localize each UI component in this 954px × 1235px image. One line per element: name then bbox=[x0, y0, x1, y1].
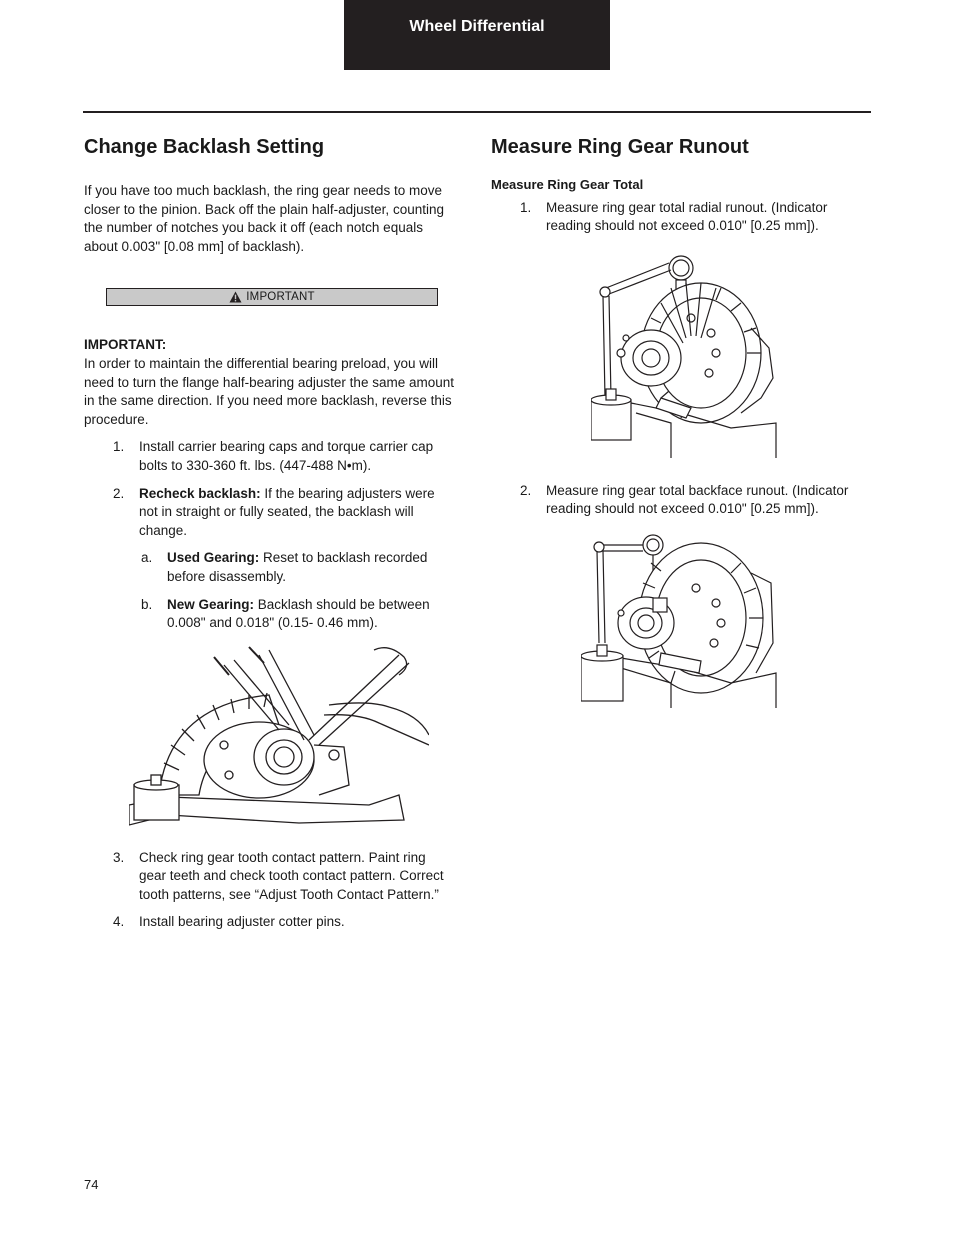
important-label: IMPORTANT: bbox=[84, 337, 167, 353]
step-body: If the bearing adjusters were not in straight or fully seated, the backlash will change. bbox=[139, 485, 435, 538]
left-column bbox=[84, 134, 454, 932]
list-item bbox=[520, 199, 871, 236]
list-item bbox=[520, 482, 871, 519]
substep-letter: a. bbox=[141, 550, 153, 566]
list-item bbox=[113, 485, 454, 541]
list-item bbox=[113, 913, 454, 932]
substep-bold-label: New Gearing: bbox=[167, 596, 255, 612]
important-text: In order to maintain the differential bearing preload, you will need to turn the flange half-bearing adjuster the same amount in the same direction. If you need more backlash, reverse this procedure. bbox=[84, 355, 454, 427]
list-item bbox=[141, 596, 454, 633]
intro-paragraph: If you have too much backlash, the ring gear needs to move closer to the pinion. Back off the plain half-adjuster, counting the number of notches you back it off (each notch equals about 0.003" [0.08 mm] of backlash). bbox=[84, 183, 444, 254]
page-number: 74 bbox=[84, 1177, 99, 1192]
step-bold-label: Recheck backlash: bbox=[139, 485, 261, 501]
right-column bbox=[491, 134, 871, 708]
step-text: Install bearing adjuster cotter pins. bbox=[139, 914, 345, 930]
left-section-title: Change Backlash Setting bbox=[84, 136, 325, 158]
warning-icon bbox=[229, 291, 242, 303]
section-tab-title: Wheel Differential bbox=[409, 18, 545, 35]
list-item bbox=[113, 438, 454, 475]
substep-body: Backlash should be between 0.008" and 0.018" (0.15- 0.46 mm). bbox=[167, 596, 430, 631]
step-number: 3. bbox=[113, 849, 125, 865]
step-text: Measure ring gear total radial runout. (Indicator reading should not exceed 0.010" [0.25 mm]). bbox=[546, 199, 828, 234]
substep-text bbox=[167, 549, 454, 586]
list-item bbox=[113, 849, 454, 905]
step-text: Check ring gear tooth contact pattern. Paint ring gear teeth and check tooth contact pattern. Correct tooth patterns, see “Adjust Tooth Contact Pattern.” bbox=[139, 849, 444, 902]
step-text: Measure ring gear total backface runout. (Indicator reading should not exceed 0.010" [0.25 mm]). bbox=[546, 482, 849, 517]
substep-bold-label: Used Gearing: bbox=[167, 550, 260, 566]
radial-runout-illustration bbox=[591, 248, 781, 458]
backlash-adjustment-illustration bbox=[129, 645, 429, 835]
backface-runout-illustration bbox=[581, 533, 781, 708]
step-text bbox=[139, 485, 454, 541]
right-section-title: Measure Ring Gear Runout bbox=[491, 136, 749, 158]
important-banner bbox=[106, 288, 438, 306]
step-number: 1. bbox=[113, 439, 125, 455]
subsection-title: Measure Ring Gear Total bbox=[491, 177, 644, 192]
step-number: 2. bbox=[520, 482, 532, 498]
substep-body: Reset to backlash recorded before disassembly. bbox=[167, 550, 428, 584]
step-text: Install carrier bearing caps and torque carrier cap bolts to 330-360 ft. lbs. (447-488 N•m). bbox=[139, 439, 434, 473]
header-rule bbox=[83, 111, 871, 113]
step-number: 1. bbox=[520, 199, 532, 215]
step-number: 2. bbox=[113, 485, 125, 501]
substep-letter: b. bbox=[141, 596, 153, 612]
section-tab bbox=[344, 0, 610, 70]
list-item bbox=[141, 549, 454, 586]
step-number: 4. bbox=[113, 914, 125, 930]
substep-text bbox=[167, 596, 454, 633]
important-banner-label: IMPORTANT bbox=[246, 291, 315, 304]
